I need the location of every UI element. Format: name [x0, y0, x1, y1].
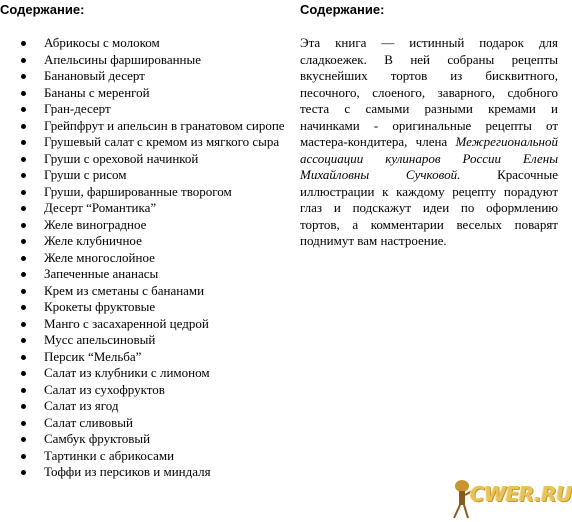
- list-item: [0, 85, 290, 102]
- list-item-label: Мусс апельсиновый: [44, 332, 156, 347]
- book-description: [300, 35, 558, 250]
- toc-list: [0, 35, 290, 481]
- list-item-label: Груши с рисом: [44, 167, 127, 182]
- bullet-icon: [21, 124, 26, 129]
- list-item-label: Салат из ягод: [44, 398, 119, 413]
- bullet-icon: [21, 470, 26, 475]
- list-item: [0, 365, 290, 382]
- bullet-icon: [21, 272, 26, 277]
- bullet-icon: [21, 190, 26, 195]
- list-item: [0, 431, 290, 448]
- description-text-1: Эта книга — истинный подарок для сладкоежек. В ней собраны рецепты вкуснейших тортов из бисквитного, песочного, слоеного, заварного, сдобного теста с самыми разными кремами и начинками - оригинальные рецепты от мастера-кондитера, члена: [300, 35, 558, 149]
- list-item-label: Тоффи из персиков и миндаля: [44, 464, 211, 479]
- list-item-label: Салат из сухофруктов: [44, 381, 165, 397]
- toc-heading: Содержание:: [0, 2, 85, 17]
- list-item-label: Салат из клубники с лимоном: [44, 365, 210, 380]
- list-item-label: Груши с ореховой начинкой: [44, 150, 199, 166]
- bullet-icon: [21, 289, 26, 294]
- list-item-label: Крем из сметаны с бананами: [44, 282, 205, 298]
- list-item: [0, 101, 290, 118]
- list-item-label: Тартинки с абрикосами: [44, 447, 175, 463]
- list-item-label: Крокеты фруктовые: [44, 299, 156, 314]
- bullet-icon: [21, 421, 26, 426]
- bullet-icon: [21, 107, 26, 112]
- list-item-label: Желе виноградное: [44, 216, 147, 232]
- list-item: [0, 266, 290, 283]
- bullet-icon: [21, 157, 26, 162]
- list-item-label: Желе многослойное: [44, 249, 155, 265]
- description-text-2: Красочные иллюстрации к каждому рецепту порадуют глаз и подскажут идеи по оформлению тортов, а комментарии веселых поварят поднимут вам настроение.: [300, 167, 558, 248]
- bullet-icon: [21, 58, 26, 63]
- list-item-label: Бананы с меренгой: [44, 84, 150, 100]
- bullet-icon: [21, 223, 26, 228]
- list-item: [0, 35, 290, 52]
- list-item: [0, 184, 290, 201]
- list-item: [0, 464, 290, 481]
- list-item: [0, 332, 290, 349]
- list-item: [0, 167, 290, 184]
- bullet-icon: [21, 206, 26, 211]
- bullet-icon: [21, 355, 26, 360]
- bullet-icon: [21, 239, 26, 244]
- list-item-label: Персик “Мельба”: [44, 348, 142, 364]
- description-column: [300, 0, 558, 250]
- list-item: [0, 283, 290, 300]
- list-item-label: Самбук фруктовый: [44, 431, 151, 446]
- bullet-icon: [21, 437, 26, 442]
- description-heading: Содержание:: [300, 2, 385, 17]
- bullet-icon: [21, 338, 26, 343]
- bullet-icon: [21, 173, 26, 178]
- list-item: [0, 349, 290, 366]
- list-item-label: Десерт “Романтика”: [44, 200, 157, 215]
- bullet-icon: [21, 388, 26, 393]
- description-italic-text: Межрегиональной ассоциации кулинаров России Елены Михайловны Сучковой.: [300, 134, 558, 182]
- bullet-icon: [21, 256, 26, 261]
- toc-column: [0, 0, 290, 481]
- list-item: [0, 233, 290, 250]
- list-item: [0, 52, 290, 69]
- list-item: [0, 118, 290, 135]
- list-item: [0, 448, 290, 465]
- bullet-icon: [21, 41, 26, 46]
- list-item: [0, 250, 290, 267]
- list-item-label: Банановый десерт: [44, 68, 145, 83]
- list-item-label: Грейпфрут и апельсин в гранатовом сиропе: [44, 117, 285, 133]
- list-item: [0, 151, 290, 168]
- bullet-icon: [21, 91, 26, 96]
- list-item-label: Апельсины фаршированные: [44, 51, 202, 67]
- list-item-label: Желе клубничное: [44, 233, 142, 248]
- bullet-icon: [21, 404, 26, 409]
- list-item: [0, 398, 290, 415]
- watermark-text: CWER.RU: [470, 482, 572, 506]
- list-item-label: Запеченные ананасы: [44, 266, 159, 281]
- watermark-logo: [448, 476, 572, 520]
- list-item-label: Манго с засахаренной цедрой: [44, 315, 209, 331]
- list-item: [0, 316, 290, 333]
- bullet-icon: [21, 74, 26, 79]
- list-item: [0, 217, 290, 234]
- list-item: [0, 134, 290, 151]
- bullet-icon: [21, 454, 26, 459]
- bullet-icon: [21, 322, 26, 327]
- bullet-icon: [21, 140, 26, 145]
- list-item-label: Гран-десерт: [44, 101, 111, 116]
- list-item-label: Груши, фаршированные творогом: [44, 183, 232, 199]
- list-item: [0, 299, 290, 316]
- bullet-icon: [21, 371, 26, 376]
- list-item: [0, 68, 290, 85]
- list-item-label: Салат сливовый: [44, 414, 134, 430]
- list-item-label: Абрикосы с молоком: [44, 35, 160, 50]
- bullet-icon: [21, 305, 26, 310]
- list-item: [0, 382, 290, 399]
- list-item: [0, 415, 290, 432]
- list-item-label: Грушевый салат с кремом из мягкого сыра: [44, 134, 280, 149]
- list-item: [0, 200, 290, 217]
